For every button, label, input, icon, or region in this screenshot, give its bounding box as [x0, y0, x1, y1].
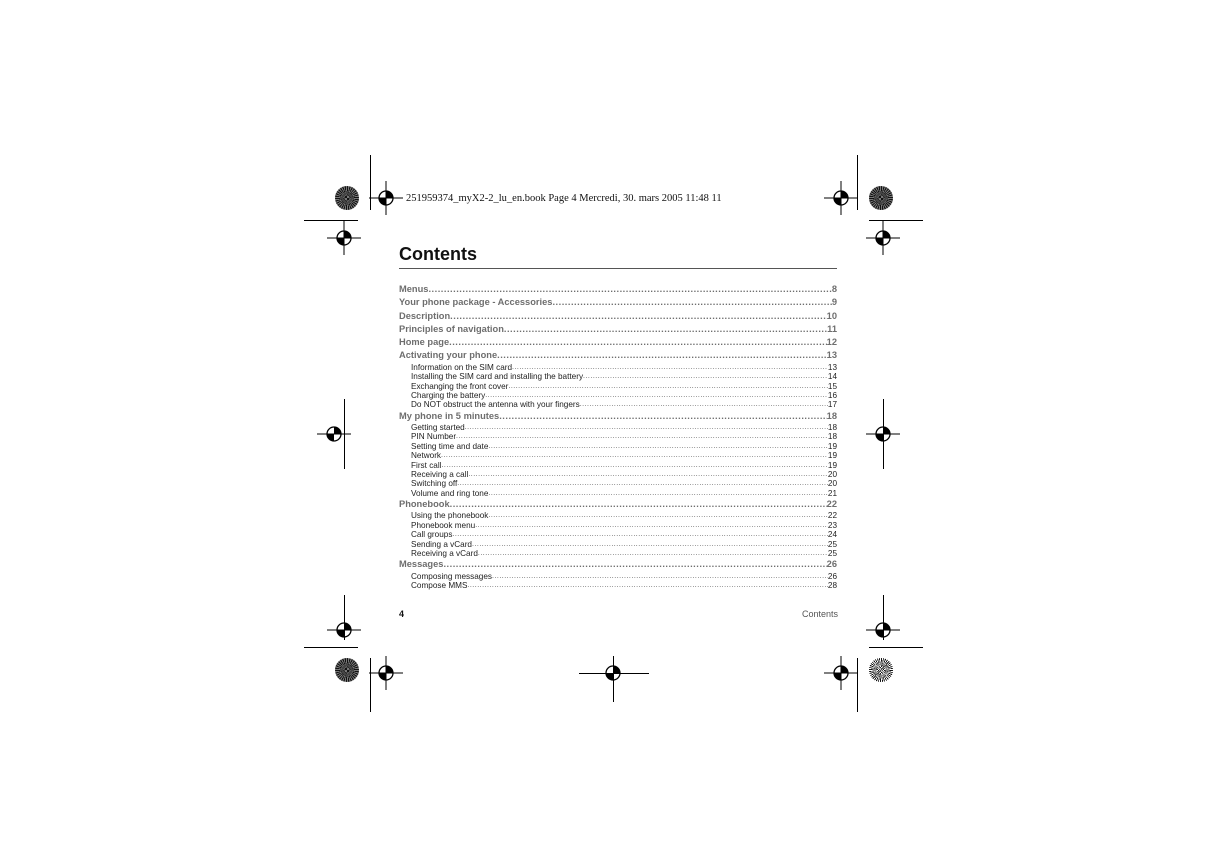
registration-target-icon	[824, 181, 858, 215]
color-rosette-icon	[335, 186, 359, 210]
toc-page-number: 21	[827, 488, 837, 498]
toc-page-number: 22	[826, 499, 837, 510]
toc-page-number: 8	[831, 284, 837, 294]
toc-subentry[interactable]	[399, 489, 837, 498]
toc-section	[399, 558, 837, 590]
toc-entry-title: Using the phonebook	[411, 511, 489, 521]
toc-page-number: 18	[827, 423, 837, 433]
toc-entry-title: Switching off	[411, 479, 458, 489]
toc-page-number: 14	[827, 372, 837, 382]
toc-dot-leader	[488, 488, 828, 498]
toc-entry-title: Charging the battery	[411, 390, 486, 400]
toc-page-number: 23	[827, 520, 837, 530]
page-number: 4	[399, 609, 405, 619]
toc-entry-title: Your phone package - Accessories	[399, 297, 553, 308]
toc-page-number: 28	[827, 581, 837, 591]
toc-page-number: 22	[827, 511, 837, 521]
toc-entry-title: Exchanging the front cover	[411, 381, 509, 391]
toc-page-number: 10	[826, 310, 837, 321]
toc-entry-title: Composing messages	[411, 571, 493, 581]
crop-mark	[304, 647, 358, 648]
registration-target-icon	[317, 417, 351, 451]
color-rosette-icon	[335, 658, 359, 682]
toc-entry-title: Installing the SIM card and installing the battery	[411, 372, 584, 382]
toc-subentry[interactable]	[399, 400, 837, 409]
toc-chapter-entry[interactable]	[399, 310, 837, 323]
toc-section	[399, 410, 837, 498]
registration-target-icon	[369, 656, 403, 690]
toc-page-number: 20	[827, 479, 837, 489]
toc-dot-leader	[504, 323, 827, 336]
toc-entry-title: Do NOT obstruct the antenna with your fingers	[411, 400, 580, 410]
toc-dot-leader	[478, 548, 828, 558]
toc-page-number: 26	[826, 559, 837, 570]
toc-section	[399, 323, 837, 336]
registration-target-icon	[824, 656, 858, 690]
toc-dot-leader	[467, 580, 827, 590]
toc-entry-title: My phone in 5 minutes	[399, 410, 500, 421]
toc-section	[399, 283, 837, 296]
color-rosette-icon	[869, 186, 893, 210]
toc-dot-leader	[449, 336, 827, 349]
toc-page-number: 25	[827, 549, 837, 558]
toc-entry-title: Menus	[399, 284, 429, 294]
registration-target-icon	[369, 181, 403, 215]
toc-page-number: 13	[827, 362, 837, 372]
toc-subentry[interactable]	[399, 549, 837, 558]
toc-entry-title: Call groups	[411, 530, 453, 540]
toc-section	[399, 498, 837, 558]
registration-target-icon	[866, 221, 900, 255]
toc-chapter-entry[interactable]	[399, 283, 837, 296]
toc-entry-title: Network	[411, 451, 442, 461]
toc-entry-title: Volume and ring tone	[411, 488, 489, 498]
toc-subentry[interactable]	[399, 581, 837, 590]
toc-chapter-entry[interactable]	[399, 336, 837, 349]
toc-page-number: 25	[827, 539, 837, 549]
toc-entry-title: Description	[399, 310, 451, 321]
toc-page-number: 20	[827, 469, 837, 479]
toc-page-number: 24	[827, 530, 837, 540]
title-divider	[399, 268, 837, 269]
toc-entry-title: Sending a vCard	[411, 539, 472, 549]
toc-chapter-entry[interactable]	[399, 296, 837, 309]
page-title: Contents	[399, 244, 477, 264]
toc-entry-title: Receiving a call	[411, 469, 469, 479]
toc-dot-leader	[450, 310, 827, 323]
toc-entry-title: Phonebook menu	[411, 520, 476, 530]
toc-dot-leader	[580, 399, 828, 409]
toc-page-number: 17	[827, 400, 837, 410]
toc-entry-title: Receiving a vCard	[411, 549, 478, 558]
toc-entry-title: Compose MMS	[411, 581, 468, 591]
toc-entry-title: Messages	[399, 559, 444, 570]
toc-entry-title: Home page	[399, 337, 450, 348]
toc-entry-title: Information on the SIM card	[411, 362, 513, 372]
toc-page-number: 19	[827, 451, 837, 461]
toc-page-number: 9	[831, 297, 837, 308]
footer-section-label: Contents	[802, 609, 839, 619]
print-slug: 251959374_myX2-2_lu_en.book Page 4 Mercredi, 30. mars 2005 11:48 11	[406, 193, 722, 204]
toc-entry-title: Getting started	[411, 423, 465, 433]
toc-entry-title: Principles of navigation	[399, 323, 504, 334]
toc-page-number: 11	[827, 323, 837, 334]
toc-page-number: 18	[826, 410, 837, 421]
registration-target-icon	[327, 613, 361, 647]
registration-target-icon	[596, 656, 630, 690]
registration-target-icon	[327, 221, 361, 255]
crop-mark	[869, 647, 923, 648]
toc-page-number: 13	[826, 350, 837, 361]
toc-page-number: 15	[827, 381, 837, 391]
toc-dot-leader	[428, 283, 831, 296]
registration-target-icon	[866, 613, 900, 647]
registration-target-icon	[866, 417, 900, 451]
toc-page-number: 12	[826, 337, 837, 348]
toc-section	[399, 310, 837, 323]
toc-page-number: 19	[827, 441, 837, 451]
toc-entry-title: PIN Number	[411, 432, 457, 442]
toc-page-number: 16	[827, 390, 837, 400]
toc-dot-leader	[552, 296, 831, 309]
toc-section	[399, 349, 837, 409]
color-rosette-icon	[869, 658, 893, 682]
toc-page-number: 19	[827, 460, 837, 470]
toc-entry-title: First call	[411, 460, 442, 470]
toc-entry-title: Setting time and date	[411, 441, 489, 451]
toc-entry-title: Phonebook	[399, 499, 450, 510]
toc-section	[399, 296, 837, 309]
table-of-contents	[399, 283, 837, 590]
toc-section	[399, 336, 837, 349]
toc-chapter-entry[interactable]	[399, 323, 837, 336]
toc-page-number: 18	[827, 432, 837, 442]
toc-entry-title: Activating your phone	[399, 350, 498, 361]
toc-page-number: 26	[827, 571, 837, 581]
